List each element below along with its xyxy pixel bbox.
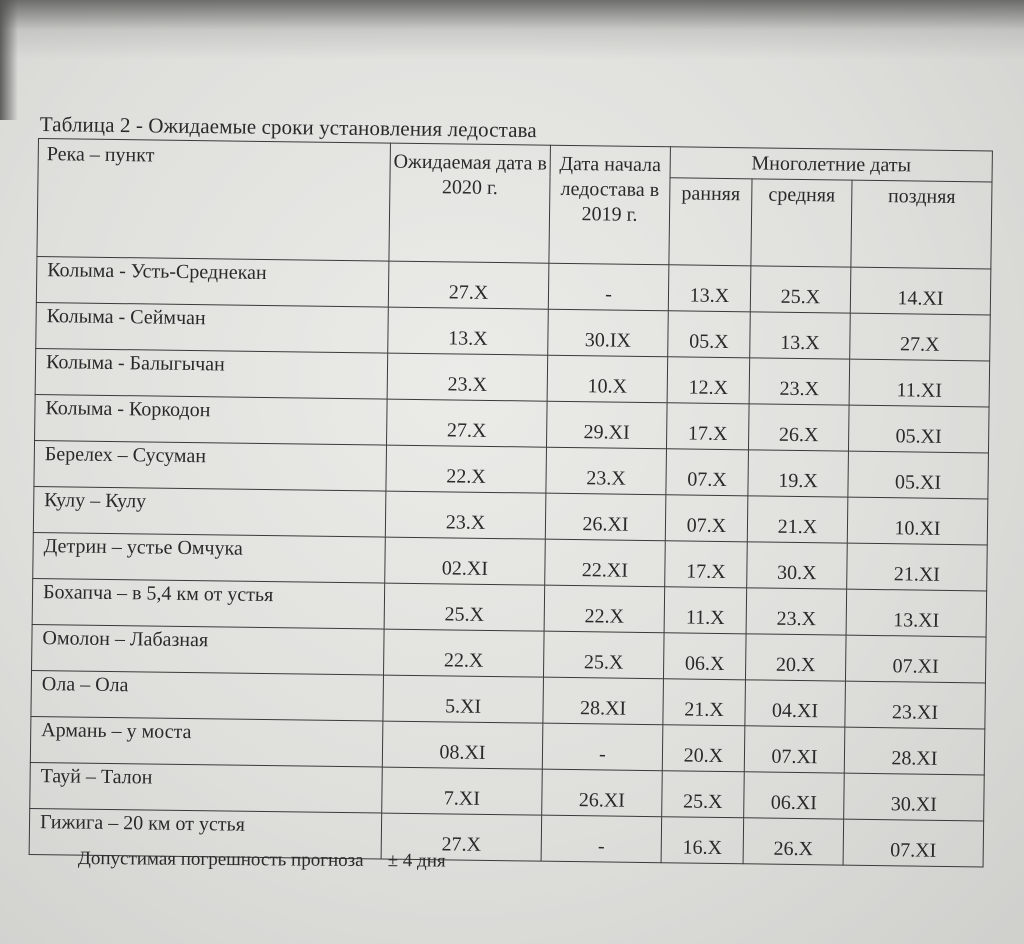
cell-expected: 23.X	[385, 491, 546, 539]
cell-early: 25.X	[662, 771, 745, 818]
cell-expected: 22.X	[386, 445, 547, 493]
header-mid: средняя	[751, 179, 852, 267]
cell-start2019: 29.XI	[546, 401, 667, 449]
header-expected-2020: Ожидаемая дата в 2020 г.	[389, 143, 551, 263]
cell-mid: 21.X	[747, 496, 848, 543]
cell-early: 12.X	[667, 357, 750, 404]
cell-river: Ола – Ола	[31, 670, 384, 721]
cell-river: Кулу – Кулу	[33, 486, 386, 537]
cell-river: Колыма - Усть-Среднекан	[36, 256, 389, 307]
cell-late: 30.XI	[844, 773, 985, 821]
header-river: Река – пункт	[37, 139, 391, 262]
cell-expected: 08.XI	[382, 721, 543, 769]
cell-start2019: -	[542, 723, 663, 771]
cell-river: Бохапча – в 5,4 км от устья	[32, 578, 385, 629]
cell-late: 05.XI	[848, 405, 989, 453]
cell-early: 13.X	[668, 265, 751, 312]
cell-river: Колыма - Сеймчан	[36, 302, 389, 353]
cell-start2019: 22.X	[544, 585, 665, 633]
cell-early: 06.X	[663, 633, 746, 680]
cell-mid: 06.XI	[744, 772, 845, 819]
photo-edge-shadow	[0, 0, 18, 120]
cell-mid: 07.XI	[744, 726, 845, 773]
cell-start2019: 30.IX	[548, 309, 669, 357]
photo-shadow	[0, 0, 1024, 60]
cell-start2019: 26.XI	[542, 769, 663, 817]
cell-late: 13.XI	[846, 589, 987, 637]
cell-mid: 23.X	[746, 588, 847, 635]
cell-late: 14.XI	[850, 267, 991, 315]
cell-expected: 7.XI	[382, 767, 543, 815]
cell-late: 05.XI	[848, 451, 989, 499]
cell-expected: 27.X	[381, 813, 542, 861]
cell-river: Омолон – Лабазная	[32, 624, 385, 675]
cell-expected: 27.X	[387, 399, 548, 447]
forecast-error-value: ± 4 дня	[387, 850, 446, 872]
cell-early: 21.X	[663, 679, 746, 726]
cell-start2019: 23.X	[546, 447, 667, 495]
cell-river: Колыма - Балыгычан	[35, 348, 388, 399]
cell-expected: 25.X	[384, 583, 545, 631]
cell-start2019: 10.X	[547, 355, 668, 403]
cell-expected: 23.X	[387, 353, 548, 401]
cell-mid: 13.X	[750, 312, 851, 359]
header-early: ранняя	[669, 178, 752, 266]
cell-expected: 27.X	[388, 261, 549, 309]
cell-early: 11.X	[664, 587, 747, 634]
cell-expected: 22.X	[383, 629, 544, 677]
cell-start2019: 28.XI	[543, 677, 664, 725]
ice-table-container	[29, 138, 993, 867]
cell-late: 11.XI	[849, 359, 990, 407]
cell-river: Детрин – устье Омчука	[33, 532, 386, 583]
cell-expected: 13.X	[388, 307, 549, 355]
header-multiyear: Многолетние даты	[670, 147, 992, 182]
cell-mid: 19.X	[748, 450, 849, 497]
cell-river: Армань – у моста	[30, 716, 383, 767]
table-body	[29, 256, 991, 866]
cell-early: 07.X	[665, 495, 748, 542]
cell-early: 20.X	[662, 725, 745, 772]
forecast-error-label: Допустимая погрешность прогноза	[77, 848, 364, 871]
cell-mid: 04.XI	[745, 680, 846, 727]
cell-start2019: -	[541, 815, 662, 863]
cell-mid: 26.X	[743, 818, 844, 865]
cell-early: 16.X	[661, 817, 744, 864]
cell-late: 27.X	[850, 313, 991, 361]
ice-formation-table	[29, 138, 993, 867]
cell-early: 17.X	[666, 403, 749, 450]
cell-river: Берелех – Сусуман	[34, 440, 387, 491]
cell-late: 07.XI	[843, 819, 984, 867]
cell-start2019: 26.XI	[545, 493, 666, 541]
cell-late: 21.XI	[847, 543, 988, 591]
cell-expected: 02.XI	[385, 537, 546, 585]
cell-river: Колыма - Коркодон	[35, 394, 388, 445]
cell-mid: 26.X	[748, 404, 849, 451]
cell-late: 10.XI	[847, 497, 988, 545]
cell-mid: 20.X	[745, 634, 846, 681]
cell-start2019: -	[548, 263, 669, 311]
cell-river: Тауй – Талон	[30, 762, 383, 813]
cell-early: 17.X	[665, 541, 748, 588]
cell-start2019: 25.X	[543, 631, 664, 679]
cell-early: 05.X	[668, 311, 751, 358]
cell-river: Гижига – 20 км от устья	[29, 808, 382, 859]
cell-expected: 5.XI	[383, 675, 544, 723]
cell-early: 07.X	[666, 449, 749, 496]
header-late: поздняя	[851, 180, 992, 269]
cell-start2019: 22.XI	[545, 539, 666, 587]
cell-late: 23.XI	[845, 681, 986, 729]
cell-mid: 30.X	[747, 542, 848, 589]
cell-late: 07.XI	[845, 635, 986, 683]
forecast-error-note	[78, 848, 446, 873]
header-start-2019: Дата начала ледостава в 2019 г.	[549, 145, 671, 265]
cell-mid: 25.X	[750, 266, 851, 313]
table-caption: Таблица 2 - Ожидаемые сроки установления ледостава	[39, 112, 537, 143]
cell-late: 28.XI	[844, 727, 985, 775]
cell-mid: 23.X	[749, 358, 850, 405]
